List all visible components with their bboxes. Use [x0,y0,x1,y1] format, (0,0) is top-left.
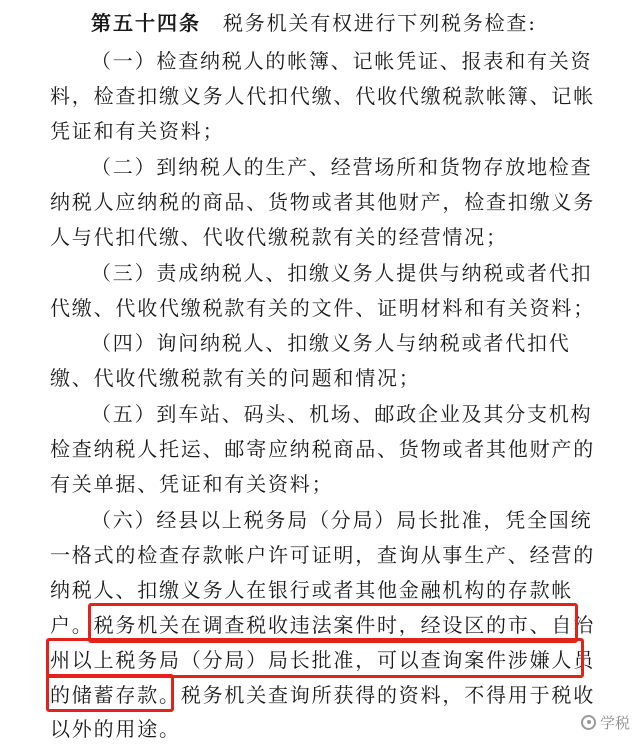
paragraph-line: 纳税人应纳税的商品、货物或者其他财产，检查扣缴义务 [50,190,595,214]
paragraph-line: 代缴、代收代缴税款有关的文件、证明材料和有关资料； [50,296,595,320]
highlighted-text: 的储蓄存款。 [50,683,181,707]
article-number: 第五十四条 [91,11,201,35]
paragraph-line: （五）到车站、码头、机场、邮政企业及其分支机构 [91,402,593,426]
paragraph-line: 一格式的检查存款帐户许可证明，查询从事生产、经营的 [50,543,595,567]
watermark-text: 学税 [599,714,630,732]
paragraph-line: （六）经县以上税务局（分局）局长批准，凭全国统 [91,508,593,532]
highlighted-text: 税务机关在调查税收违法案件时，经设区的市、自治 [93,613,596,637]
article-intro: 税务机关有权进行下列税务检查: [223,11,537,35]
highlight-box [88,603,578,643]
highlight-prefix: 户。 [50,613,94,637]
watermark-logo-icon [581,715,596,730]
paragraph-line: （二）到纳税人的生产、经营场所和货物存放地检查 [91,155,593,179]
paragraph-line: 凭证和有关资料； [50,119,225,143]
article-heading [91,6,640,40]
highlighted-text: 州以上税务局（分局）局长批准，可以查询案件涉嫌人员 [50,648,595,672]
paragraph-line: 检查纳税人托运、邮寄应纳税商品、货物或者其他财产的 [50,437,595,461]
highlight-box [46,674,174,712]
highlight-box [46,638,584,678]
watermark [581,712,630,733]
paragraph-line: 人与代扣代缴、代收代缴税款有关的经营情况； [50,225,508,249]
paragraph-line: 料，检查扣缴义务人代扣代缴、代收代缴税款帐簿、记帐 [50,84,595,108]
paragraph-line: （一）检查纳税人的帐簿、记帐凭证、报表和有关资 [91,49,593,73]
highlight-suffix: 税务机关查询所获得的资料，不得用于税收 [180,683,596,707]
paragraph-line: 纳税人、扣缴义务人在银行或者其他金融机构的存款帐 [50,578,574,602]
paragraph-line: （四）询问纳税人、扣缴义务人与纳税或者代扣代 [91,331,571,355]
paragraph-line: 以外的用途。 [50,717,181,741]
paragraph-line: 缴、代收代缴税款有关的问题和情况； [50,366,421,390]
paragraph-line: 有关单据、凭证和有关资料； [50,472,334,496]
paragraph-line: （三）责成纳税人、扣缴义务人提供与纳税或者代扣 [91,261,593,285]
